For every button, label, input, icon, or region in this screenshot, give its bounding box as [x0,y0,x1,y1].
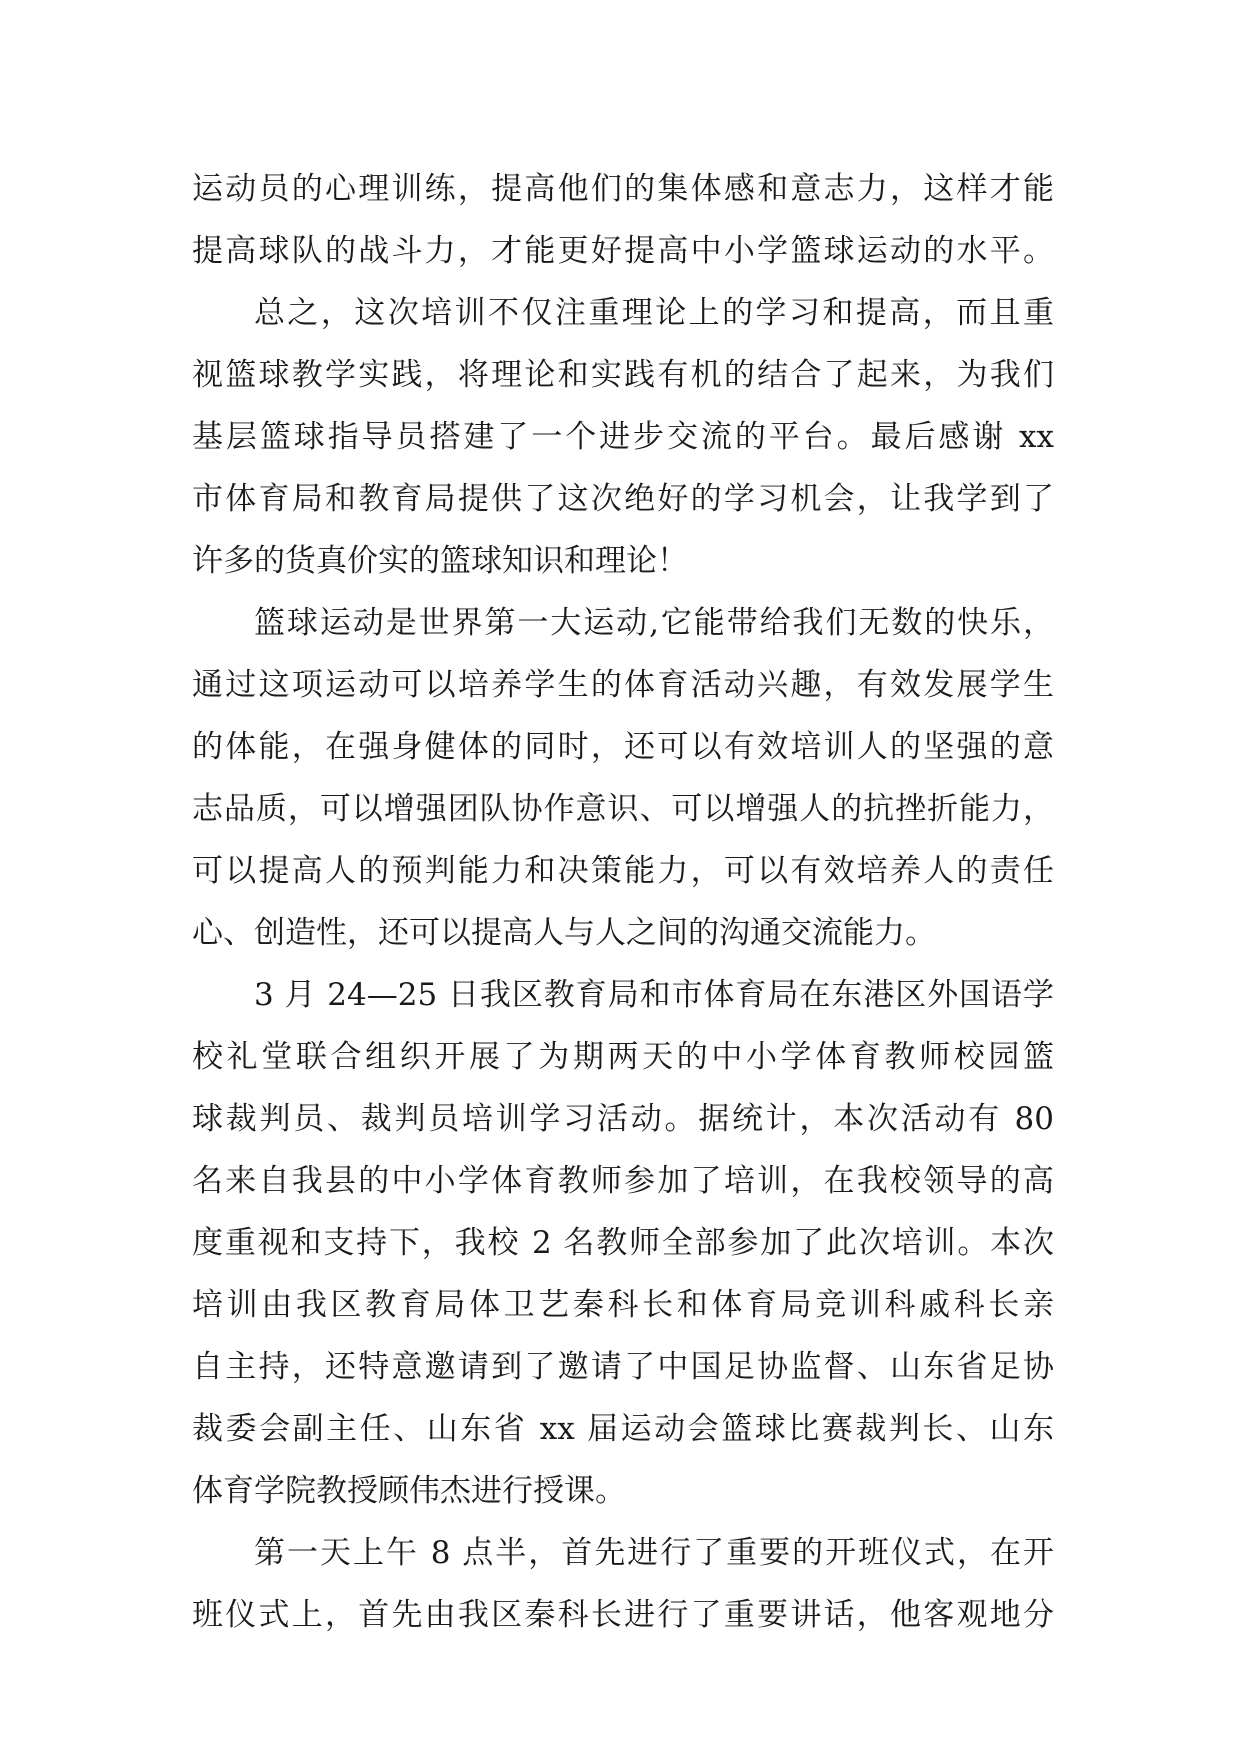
text-line: 裁委会副主任、山东省 xx 届运动会篮球比赛裁判长、山东 [192,1411,1054,1447]
text-line: 3 月 24—25 日我区教育局和市体育局在东港区外国语学 [254,977,1054,1013]
text-line: 自主持，还特意邀请到了邀请了中国足协监督、山东省足协 [192,1349,1054,1385]
text-line: 市体育局和教育局提供了这次绝好的学习机会，让我学到了 [192,481,1054,517]
text-line: 校礼堂联合组织开展了为期两天的中小学体育教师校园篮 [192,1039,1054,1075]
text-line: 球裁判员、裁判员培训学习活动。据统计，本次活动有 80 [192,1101,1054,1137]
text-line: 的体能，在强身健体的同时，还可以有效培训人的坚强的意 [192,729,1054,765]
text-line: 班仪式上，首先由我区秦科长进行了重要讲话，他客观地分 [192,1597,1054,1633]
text-line: 许多的货真价实的篮球知识和理论！ [192,543,688,579]
text-line: 度重视和支持下，我校 2 名教师全部参加了此次培训。本次 [192,1225,1054,1261]
text-line: 名来自我县的中小学体育教师参加了培训，在我校领导的高 [192,1163,1054,1199]
text-line: 培训由我区教育局体卫艺秦科长和体育局竞训科戚科长亲 [192,1287,1054,1323]
text-line: 提高球队的战斗力，才能更好提高中小学篮球运动的水平。 [192,233,1054,269]
text-line: 心、创造性，还可以提高人与人之间的沟通交流能力。 [192,915,936,951]
document-body [192,158,1054,1646]
text-line: 运动员的心理训练，提高他们的集体感和意志力，这样才能 [192,171,1054,207]
text-line: 基层篮球指导员搭建了一个进步交流的平台。最后感谢 xx [192,419,1054,455]
text-line: 篮球运动是世界第一大运动,它能带给我们无数的快乐， [254,605,1054,641]
text-line: 视篮球教学实践，将理论和实践有机的结合了起来，为我们 [192,357,1054,393]
text-line: 通过这项运动可以培养学生的体育活动兴趣，有效发展学生 [192,667,1054,703]
text-line: 可以提高人的预判能力和决策能力，可以有效培养人的责任 [192,853,1054,889]
text-line: 体育学院教授顾伟杰进行授课。 [192,1473,626,1509]
text-line: 总之，这次培训不仅注重理论上的学习和提高，而且重 [254,295,1054,331]
text-line: 志品质，可以增强团队协作意识、可以增强人的抗挫折能力， [192,791,1054,827]
text-line: 第一天上午 8 点半，首先进行了重要的开班仪式，在开 [254,1535,1054,1571]
